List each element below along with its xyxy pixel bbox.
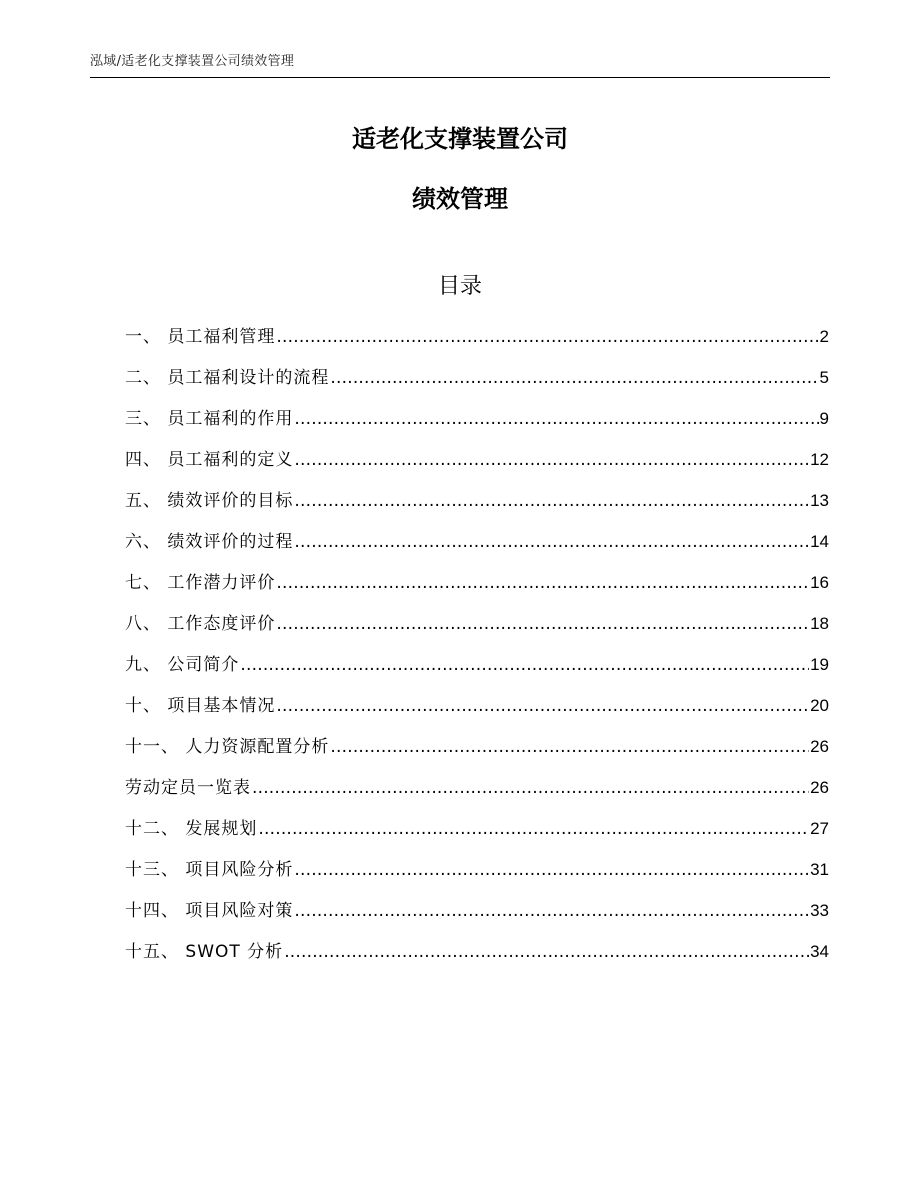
toc-dot-leader xyxy=(294,406,818,432)
toc-page-number: 12 xyxy=(810,450,829,469)
toc-dot-leader xyxy=(258,816,809,842)
toc-entry-label: 七、 工作潜力评价 xyxy=(125,573,276,593)
toc-dot-leader xyxy=(294,529,809,555)
toc-page-number: 34 xyxy=(810,942,829,961)
toc-page-number: 31 xyxy=(810,860,829,879)
toc-page-number: 33 xyxy=(810,901,829,920)
toc-page-number: 20 xyxy=(810,696,829,715)
toc-page-number: 14 xyxy=(810,532,829,551)
toc-page-number: 26 xyxy=(810,778,829,797)
toc-page-number: 5 xyxy=(819,368,829,387)
toc-entry-label: 十五、 SWOT 分析 xyxy=(125,942,284,962)
toc-dot-leader xyxy=(330,365,818,391)
toc-entry-label: 十四、 项目风险对策 xyxy=(125,901,294,921)
table-of-contents xyxy=(125,324,829,980)
toc-dot-leader xyxy=(276,570,809,596)
toc-dot-leader xyxy=(252,775,809,801)
toc-entry-label: 十二、 发展规划 xyxy=(125,819,258,839)
toc-page-number: 27 xyxy=(810,819,829,838)
toc-entry[interactable] xyxy=(125,693,829,734)
toc-dot-leader xyxy=(284,939,809,965)
toc-dot-leader xyxy=(240,652,809,678)
toc-entry-label: 二、 员工福利设计的流程 xyxy=(125,368,330,388)
toc-page-number: 9 xyxy=(819,409,829,428)
toc-dot-leader xyxy=(294,857,809,883)
toc-entry[interactable] xyxy=(125,898,829,939)
toc-entry[interactable] xyxy=(125,652,829,693)
document-title: 适老化支撑装置公司 xyxy=(352,125,568,153)
toc-entry[interactable] xyxy=(125,857,829,898)
toc-entry[interactable] xyxy=(125,324,829,365)
toc-entry-label: 八、 工作态度评价 xyxy=(125,614,276,634)
toc-entry-label: 十三、 项目风险分析 xyxy=(125,860,294,880)
toc-entry[interactable] xyxy=(125,447,829,488)
toc-page-number: 13 xyxy=(810,491,829,510)
toc-entry-label: 五、 绩效评价的目标 xyxy=(125,491,294,511)
toc-dot-leader xyxy=(294,488,809,514)
toc-entry[interactable] xyxy=(125,816,829,857)
toc-page-number: 2 xyxy=(819,327,829,346)
header-divider xyxy=(90,77,830,78)
toc-entry-label: 十、 项目基本情况 xyxy=(125,696,276,716)
toc-page-number: 16 xyxy=(810,573,829,592)
toc-entry[interactable] xyxy=(125,775,829,816)
toc-heading: 目录 xyxy=(437,274,482,299)
toc-entry[interactable] xyxy=(125,611,829,652)
toc-entry-label: 劳动定员一览表 xyxy=(125,778,251,798)
toc-entry-label: 一、 员工福利管理 xyxy=(125,327,276,347)
toc-entry[interactable] xyxy=(125,570,829,611)
toc-entry[interactable] xyxy=(125,734,829,775)
toc-page-number: 18 xyxy=(810,614,829,633)
toc-dot-leader xyxy=(276,611,809,637)
toc-dot-leader xyxy=(276,693,809,719)
toc-dot-leader xyxy=(330,734,809,760)
toc-dot-leader xyxy=(276,324,818,350)
toc-entry-label: 三、 员工福利的作用 xyxy=(125,409,294,429)
toc-dot-leader xyxy=(294,447,809,473)
toc-entry-label: 六、 绩效评价的过程 xyxy=(125,532,294,552)
toc-entry-label: 十一、 人力资源配置分析 xyxy=(125,737,330,757)
toc-page-number: 26 xyxy=(810,737,829,756)
toc-entry-label: 四、 员工福利的定义 xyxy=(125,450,294,470)
toc-entry[interactable] xyxy=(125,939,829,980)
toc-entry[interactable] xyxy=(125,529,829,570)
toc-entry[interactable] xyxy=(125,488,829,529)
toc-entry[interactable] xyxy=(125,406,829,447)
running-header: 泓域/适老化支撑装置公司绩效管理 xyxy=(90,54,295,69)
toc-dot-leader xyxy=(294,898,809,924)
toc-entry-label: 九、 公司简介 xyxy=(125,655,240,675)
document-subtitle: 绩效管理 xyxy=(412,185,508,213)
toc-entry[interactable] xyxy=(125,365,829,406)
toc-page-number: 19 xyxy=(810,655,829,674)
